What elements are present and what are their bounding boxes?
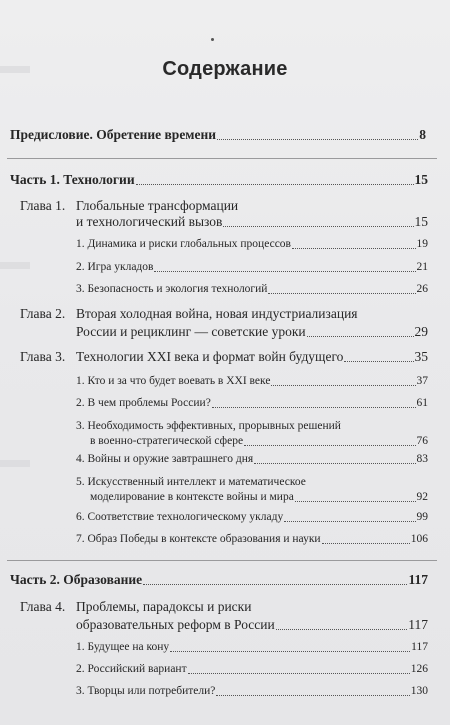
- dot-leader: [268, 292, 415, 294]
- entry-page: 8: [419, 127, 426, 142]
- entry-page: 26: [416, 283, 428, 295]
- toc-entry-section[interactable]: [76, 509, 428, 525]
- section-title-line: 5. Искусственный интеллект и математическое: [76, 476, 306, 488]
- toc-entry-section[interactable]: [76, 259, 428, 275]
- chapter-title-line: Проблемы, парадоксы и риски: [76, 599, 252, 614]
- entry-page: 126: [410, 663, 428, 675]
- toc-entry-part-2[interactable]: [10, 572, 428, 588]
- toc-entry-section[interactable]: [76, 395, 428, 411]
- entry-page: 117: [408, 617, 428, 632]
- entry-title: моделирование в контексте войны и мира: [90, 491, 294, 503]
- entry-page: 37: [416, 375, 428, 387]
- entry-page: 130: [410, 685, 428, 697]
- toc-entry-section[interactable]: [76, 531, 428, 547]
- entry-page: 117: [408, 572, 428, 587]
- entry-page: 21: [416, 261, 428, 273]
- dot-leader: [136, 183, 414, 185]
- entry-title: образовательных реформ в России: [76, 617, 275, 632]
- entry-page: 35: [414, 349, 428, 364]
- entry-page: 15: [414, 214, 428, 229]
- dot-leader: [212, 406, 416, 408]
- entry-title: 6. Соответствие технологическому укладу: [76, 511, 284, 523]
- page-dot: [211, 38, 214, 41]
- entry-title: Технологии XXI века и формат войн будущего: [76, 349, 344, 364]
- dot-leader: [307, 335, 414, 337]
- page-title: Содержание: [162, 58, 288, 80]
- dot-leader: [295, 500, 416, 502]
- toc-entry-chapter-1[interactable]: [76, 214, 428, 230]
- entry-page: 117: [411, 641, 428, 653]
- toc-entry-preface[interactable]: [10, 127, 426, 143]
- toc-entry-section[interactable]: [76, 281, 428, 297]
- dot-leader: [244, 444, 415, 446]
- toc-entry-section[interactable]: [76, 661, 428, 677]
- toc-entry-chapter-3[interactable]: [76, 349, 428, 365]
- dot-leader: [143, 583, 407, 585]
- toc-entry-section[interactable]: [76, 236, 428, 252]
- entry-title: в военно-стратегической сфере: [90, 435, 244, 447]
- entry-title: Предисловие. Обретение времени: [10, 127, 217, 142]
- entry-page: 29: [414, 324, 428, 339]
- toc-entry-chapter-4[interactable]: [76, 617, 428, 633]
- entry-page: 61: [416, 397, 428, 409]
- entry-title: Часть 1. Технологии: [10, 172, 135, 187]
- entry-title: 7. Образ Победы в контексте образования и науки: [76, 533, 321, 545]
- section-title-line: 3. Необходимость эффективных, прорывных решений: [76, 420, 341, 432]
- dot-leader: [188, 672, 410, 674]
- dot-leader: [170, 650, 410, 652]
- entry-page: 76: [416, 435, 428, 447]
- divider: [7, 560, 437, 561]
- entry-title: 1. Динамика и риски глобальных процессов: [76, 238, 291, 250]
- toc-entry-chapter-2[interactable]: [76, 324, 428, 340]
- entry-title: 2. В чем проблемы России?: [76, 397, 211, 409]
- chapter-label: Глава 4.: [20, 599, 66, 614]
- entry-page: 83: [416, 453, 428, 465]
- divider: [7, 158, 437, 159]
- toc-entry-section[interactable]: [90, 433, 428, 449]
- toc-entry-section[interactable]: [90, 489, 428, 505]
- entry-title: 1. Будущее на кону: [76, 641, 170, 653]
- entry-page: 92: [416, 491, 428, 503]
- entry-page: 15: [414, 172, 428, 187]
- entry-page: 19: [416, 238, 428, 250]
- dot-leader: [216, 694, 409, 696]
- bleed-through-mark: [0, 262, 30, 269]
- dot-leader: [292, 247, 416, 249]
- entry-title: 3. Безопасность и экология технологий: [76, 283, 268, 295]
- dot-leader: [284, 520, 415, 522]
- dot-leader: [276, 628, 408, 630]
- toc-entry-part-1[interactable]: [10, 172, 428, 188]
- entry-title: Часть 2. Образование: [10, 572, 143, 587]
- dot-leader: [223, 225, 413, 227]
- dot-leader: [271, 384, 415, 386]
- chapter-title-line: Глобальные трансформации: [76, 198, 239, 213]
- toc-entry-section[interactable]: [76, 639, 428, 655]
- dot-leader: [254, 462, 415, 464]
- chapter-label: Глава 1.: [20, 198, 66, 213]
- entry-page: 106: [410, 533, 428, 545]
- chapter-title-line: Вторая холодная война, новая индустриализация: [76, 306, 358, 321]
- dot-leader: [154, 270, 415, 272]
- chapter-label: Глава 2.: [20, 306, 66, 321]
- toc-entry-section[interactable]: [76, 451, 428, 467]
- dot-leader: [344, 360, 413, 362]
- entry-page: 99: [416, 511, 428, 523]
- entry-title: и технологический вызов: [76, 214, 223, 229]
- entry-title: 4. Войны и оружие завтрашнего дня: [76, 453, 254, 465]
- entry-title: России и рециклинг — советские уроки: [76, 324, 306, 339]
- bleed-through-mark: [0, 460, 30, 467]
- dot-leader: [217, 138, 418, 140]
- chapter-label: Глава 3.: [20, 349, 66, 364]
- entry-title: 3. Творцы или потребители?: [76, 685, 216, 697]
- entry-title: 2. Российский вариант: [76, 663, 187, 675]
- toc-entry-section[interactable]: [76, 683, 428, 699]
- dot-leader: [322, 542, 410, 544]
- entry-title: 1. Кто и за что будет воевать в XXI веке: [76, 375, 271, 387]
- toc-entry-section[interactable]: [76, 373, 428, 389]
- entry-title: 2. Игра укладов: [76, 261, 154, 273]
